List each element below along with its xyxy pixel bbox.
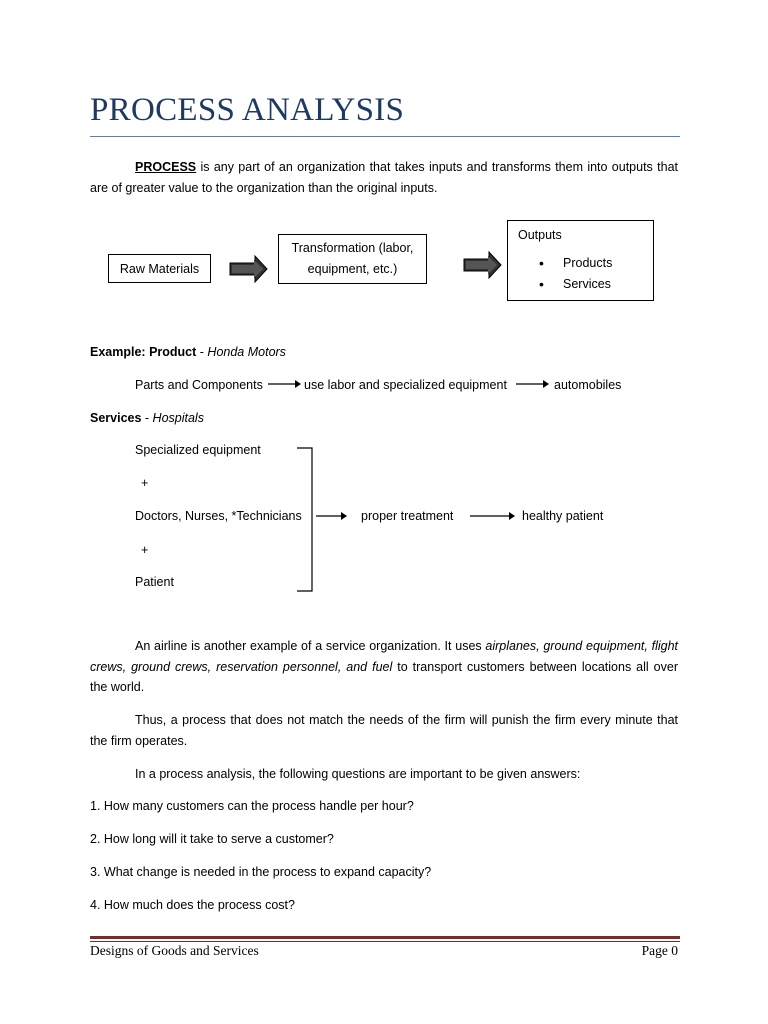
service-output: proper treatment: [361, 509, 454, 523]
outputs-list: [518, 253, 643, 295]
services-line: [90, 409, 204, 427]
question-item: 1. How many customers can the process handle per hour?: [90, 799, 414, 813]
service-output: healthy patient: [522, 509, 604, 523]
airline-paragraph: [90, 636, 678, 698]
airline-resources: airplanes, ground equipment, flight crews, ground crews, reservation personnel, and fuel: [90, 639, 678, 674]
service-plus: +: [141, 543, 149, 557]
output-item: • Products: [563, 253, 643, 274]
product-flow-input: Parts and Components: [135, 378, 263, 392]
process-term: PROCESS: [135, 160, 197, 174]
block-arrow-icon: [228, 254, 270, 284]
intro-text: is any part of an organization that takes inputs and transforms them into outputs that are of greater value to the organization than the original inputs.: [90, 160, 678, 195]
product-flow-output: automobiles: [554, 378, 622, 392]
block-arrow-icon: [462, 250, 504, 280]
questions-intro-text: In a process analysis, the following questions are important to be given answers:: [135, 767, 581, 781]
airline-text: An airline is another example of a service organization. It uses: [135, 639, 486, 653]
thus-text: Thus, a process that does not match the needs of the firm will punish the firm every minute that the firm operates.: [90, 713, 678, 748]
service-input: Doctors, Nurses, *Technicians: [135, 509, 302, 523]
arrow-right-icon: [316, 510, 348, 522]
output-item: • Services: [563, 274, 643, 295]
question-item: 3. What change is needed in the process to expand capacity?: [90, 865, 432, 879]
services-company: Hospitals: [152, 411, 204, 425]
product-label: Product: [149, 345, 197, 359]
service-plus: +: [141, 476, 149, 490]
service-input: Specialized equipment: [135, 443, 261, 457]
intro-paragraph: [90, 157, 678, 198]
outputs-box: [507, 220, 654, 301]
title-divider: [90, 136, 680, 137]
page-number: Page 0: [641, 943, 678, 958]
questions-intro: [90, 764, 678, 785]
product-company: Honda Motors: [207, 345, 286, 359]
transformation-label: Transformation (labor, equipment, etc.): [291, 241, 414, 276]
transformation-box: [278, 234, 427, 284]
question-item: 2. How long will it take to serve a customer?: [90, 832, 334, 846]
question-item: 4. How much does the process cost?: [90, 898, 295, 912]
service-input: Patient: [135, 575, 174, 589]
arrow-right-icon: [268, 378, 302, 390]
airline-text: to transport customers between locations all over the world.: [90, 659, 678, 694]
bracket-icon: [296, 447, 316, 593]
services-separator: -: [141, 411, 153, 425]
thus-paragraph: [90, 710, 678, 751]
arrow-right-icon: [470, 510, 516, 522]
product-separator: -: [196, 345, 208, 359]
footer-title: Designs of Goods and Services: [90, 943, 259, 958]
page-title: PROCESS ANALYSIS: [90, 92, 405, 128]
example-product-line: [90, 343, 286, 361]
raw-materials-box: [108, 254, 211, 283]
arrow-right-icon: [516, 378, 550, 390]
raw-materials-label: Raw Materials: [119, 261, 200, 276]
footer-divider: [90, 936, 680, 939]
example-label: Example:: [90, 345, 146, 359]
product-flow-process: use labor and specialized equipment: [304, 378, 507, 392]
outputs-heading: Outputs: [518, 228, 562, 242]
footer-divider: [90, 941, 680, 942]
services-label: Services: [90, 411, 142, 425]
